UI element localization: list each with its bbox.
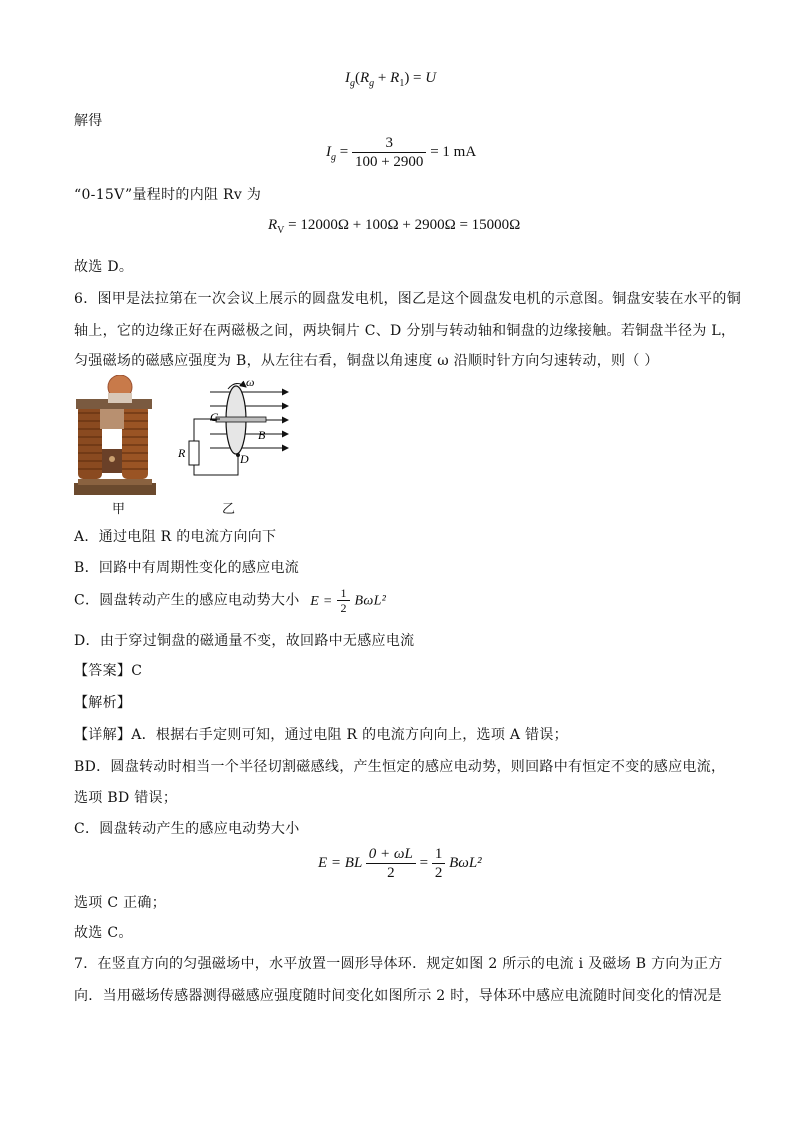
equation-ig-value: $I_g$ = $\frac{3}{100 + 2900}$ = 1 mA [326,135,477,170]
detail-line-6: 故选 C。 [74,925,133,941]
equation-emf [318,845,482,882]
q6-line1: 6．图甲是法拉第在一次会议上展示的圆盘发电机，图乙是这个圆盘发电机的示意图。铜盘安装在水平的铜 [74,291,742,307]
analysis-tag: 【解析】 [74,695,132,711]
eq4-den1: 2 [387,865,395,881]
detail-line-3: 选项 BD 错误； [74,790,178,806]
label-omega: ω [246,375,255,389]
range-text: “0-15V”量程时的内阻 Rv 为 [74,187,262,203]
label-r: R [178,446,186,460]
label-b: B [258,428,266,442]
label-d: D [240,452,249,466]
eq4-rhs: BωL² [449,854,482,871]
eq2-rhs: = 1 mA [430,143,477,160]
eq4-den2: 2 [434,865,443,881]
figure-label-yi: 乙 [222,502,236,517]
figure-jia-disk-generator-photo [72,375,162,500]
option-c [74,586,386,615]
q6-line3: 匀强磁场的磁感应强度为 B，从左往右看，铜盘以角速度 ω 沿顺时针方向匀速转动，则（ ） [74,353,659,369]
eq4-num1: 0 + ωL [366,845,416,864]
option-a: A．通过电阻 R 的电流方向向下 [74,529,277,545]
option-c-num: 1 [337,586,349,601]
eq2-numerator: 3 [352,134,426,153]
solve-label: 解得 [74,113,103,129]
figure-label-jia: 甲 [112,502,126,517]
label-c: C [210,410,219,424]
option-c-formula-rhs: BωL² [354,593,387,609]
equation-ig-rg-r1: $I_g(R_g + R_1) = U$ [345,70,437,89]
eq3-rhs: = 12000Ω + 100Ω + 2900Ω = 15000Ω [288,217,521,233]
answer-line [74,660,142,680]
resistor-r [189,441,199,465]
eq2-denominator: 100 + 2900 [354,154,424,170]
option-c-formula-lhs: E = [310,593,333,609]
eq4-lhs: E = BL [318,854,363,871]
q6-line2: 轴上，它的边缘正好在两磁极之间，两块铜片 C、D 分别与转动轴和铜盘的边缘接触。若铜盘半径为 L， [74,323,736,339]
eq4-num2: 1 [432,845,446,864]
answer-tag: 【答案】 [74,663,132,679]
detail-line-1: 【详解】A．根据右手定则可知，通过电阻 R 的电流方向向上，选项 A 错误； [74,727,568,743]
q7-line1: 7．在竖直方向的匀强磁场中，水平放置一圆形导体环．规定如图 2 所示的电流 i 及磁场 B 方向为正方 [74,956,723,972]
choose-d: 故选 D。 [74,259,134,275]
detail-line-5: 选项 C 正确； [74,895,167,911]
option-b: B．回路中有周期性变化的感应电流 [74,560,300,576]
option-d: D．由于穿过铜盘的磁通量不变，故回路中无感应电流 [74,633,415,649]
answer-value: C [131,663,143,679]
detail-line-2: BD．圆盘转动时相当一个半径切割磁感线，产生恒定的感应电动势，则回路中有恒定不变的感应电流， [74,759,726,775]
eq4-mid: = [419,854,429,871]
q7-line2: 向．当用磁场传感器测得磁感应强度随时间变化如图所示 2 时，导体环中感应电流随时间变化的情况是 [74,988,722,1004]
option-c-den: 2 [340,601,347,615]
figure-yi-schematic [170,375,320,495]
option-c-text: C．圆盘转动产生的感应电动势大小 [74,592,300,609]
equation-rv: $R_V = 12000\Omega + 100\Omega + 2900\Omega = 15000\Omega$ [268,217,521,236]
detail-line-4: C．圆盘转动产生的感应电动势大小 [74,821,300,837]
copper-axle [216,417,266,422]
